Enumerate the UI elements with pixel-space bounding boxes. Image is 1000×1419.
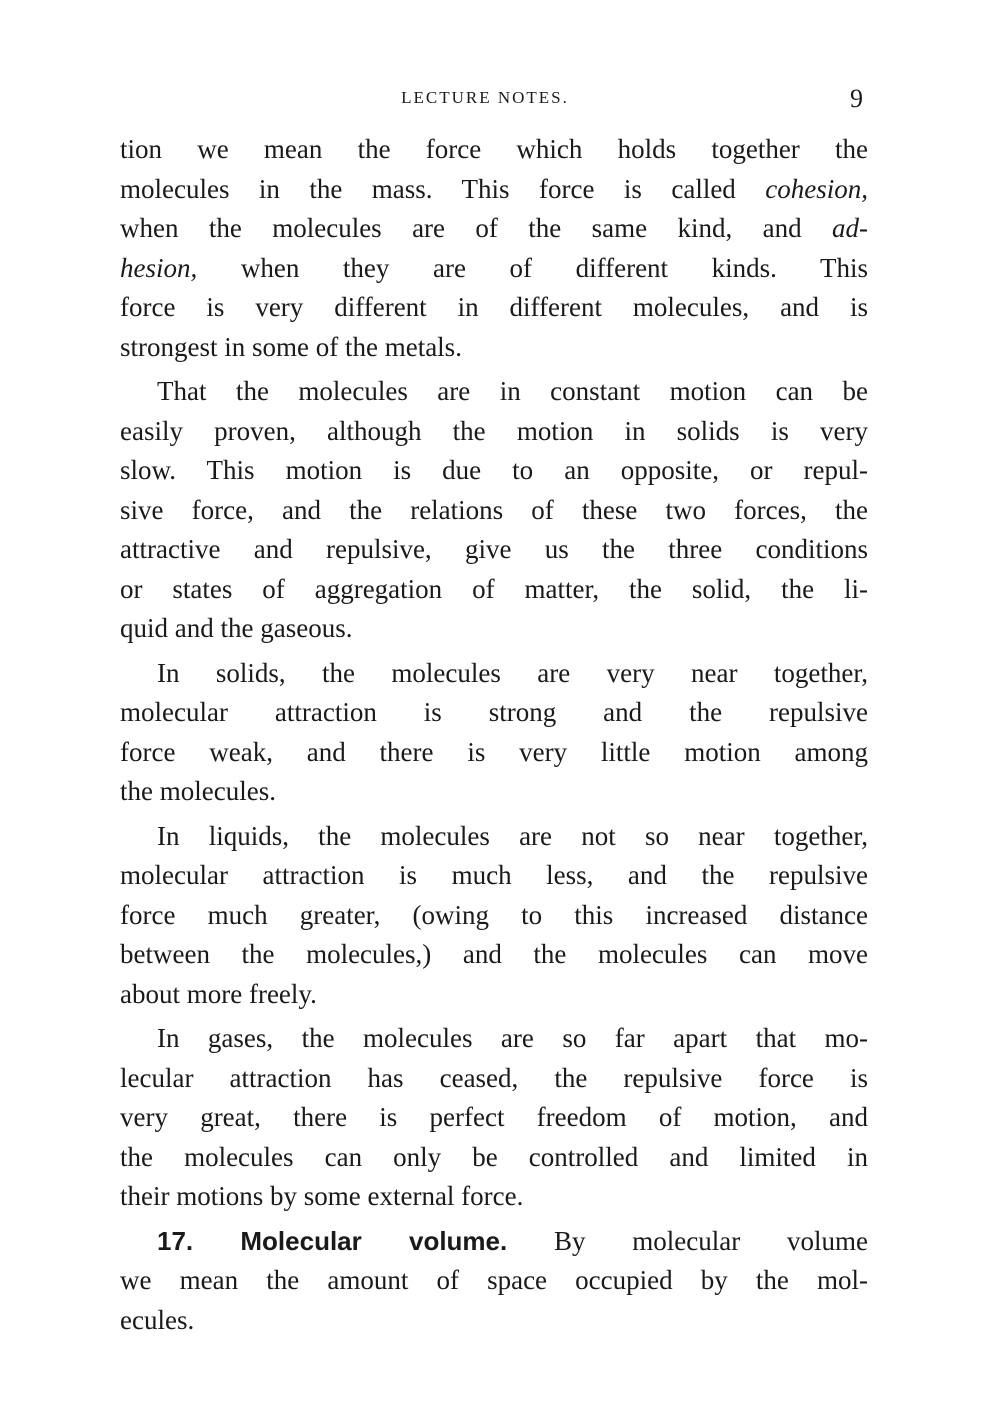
text-segment: lecular attraction has ceased, the repulsive force is <box>120 1062 868 1093</box>
text-line <box>120 1222 868 1262</box>
text-segment: or states of aggregation of matter, the solid, the li- <box>120 573 868 604</box>
text-line <box>120 1261 868 1301</box>
text-line <box>120 530 868 570</box>
text-line <box>120 209 868 249</box>
paragraph <box>120 372 868 649</box>
text-line <box>120 733 868 773</box>
text-segment: tion we mean the force which holds together the <box>120 134 868 164</box>
text-segment: the molecules. <box>120 776 276 806</box>
text-line <box>120 772 868 812</box>
paragraph <box>120 1222 868 1341</box>
text-line <box>120 1019 868 1059</box>
text-segment: In gases, the molecules are so far apart that mo- <box>157 1023 868 1053</box>
text-line <box>120 170 868 210</box>
text-line <box>120 817 868 857</box>
text-segment: when the molecules are of the same kind, and <box>120 213 832 243</box>
text-segment: the molecules can only be controlled and limited in <box>120 1141 868 1172</box>
text-line <box>120 372 868 412</box>
text-line <box>120 249 868 289</box>
text-line <box>120 609 868 649</box>
text-line <box>120 412 868 452</box>
section-heading: 17. Molecular volume. <box>157 1225 508 1256</box>
emphasized-term: cohesion, <box>765 173 868 204</box>
paragraph <box>120 654 868 812</box>
text-line <box>120 975 868 1015</box>
text-line <box>120 1177 868 1217</box>
running-header: LECTURE NOTES. <box>401 88 569 107</box>
paragraph <box>120 817 868 1015</box>
text-segment: ecules. <box>120 1304 195 1335</box>
text-line <box>120 1301 868 1341</box>
text-segment: molecular attraction is much less, and the repulsive <box>120 860 868 890</box>
text-line <box>120 1098 868 1138</box>
text-segment: their motions by some external force. <box>120 1181 524 1211</box>
text-segment: strongest in some of the metals. <box>120 331 462 362</box>
text-segment: force is very different in different molecules, and is <box>120 292 868 322</box>
emphasized-term: ad- <box>832 213 868 243</box>
text-line <box>120 328 868 368</box>
text-line <box>120 935 868 975</box>
text-segment: we mean the amount of space occupied by the mol- <box>120 1265 868 1295</box>
paragraph <box>120 1019 868 1217</box>
text-line <box>120 896 868 936</box>
text-segment: In solids, the molecules are very near together, <box>157 657 868 688</box>
text-line <box>120 491 868 531</box>
text-segment: By molecular volume <box>507 1225 868 1256</box>
text-segment: That the molecules are in constant motion can be <box>157 376 868 406</box>
text-line <box>120 130 868 170</box>
text-segment: In liquids, the molecules are not so near together, <box>157 820 868 851</box>
text-segment: when they are of different kinds. This <box>197 252 868 283</box>
emphasized-term: hesion, <box>120 252 198 283</box>
text-segment: easily proven, although the motion in solids is very <box>120 415 868 446</box>
text-line <box>120 654 868 694</box>
text-segment: attractive and repulsive, give us the three conditions <box>120 534 868 564</box>
text-segment: molecular attraction is strong and the repulsive <box>120 697 868 727</box>
text-segment: force weak, and there is very little motion among <box>120 736 868 767</box>
page-body <box>120 130 868 1340</box>
text-segment: very great, there is perfect freedom of motion, and <box>120 1102 868 1132</box>
text-segment: about more freely. <box>120 978 317 1009</box>
text-line <box>120 451 868 491</box>
text-segment: quid and the gaseous. <box>120 613 353 643</box>
text-line <box>120 1138 868 1178</box>
text-line <box>120 693 868 733</box>
page-number: 9 <box>850 84 863 113</box>
text-line <box>120 1059 868 1099</box>
text-segment: sive force, and the relations of these two forces, the <box>120 494 868 525</box>
text-line <box>120 856 868 896</box>
text-segment: slow. This motion is due to an opposite, or repul- <box>120 455 868 485</box>
paragraph <box>120 130 868 367</box>
text-segment: molecules in the mass. This force is called <box>120 173 766 204</box>
text-line <box>120 288 868 328</box>
text-segment: between the molecules,) and the molecules can move <box>120 939 868 969</box>
text-segment: force much greater, (owing to this increased distance <box>120 899 868 930</box>
text-line <box>120 570 868 610</box>
